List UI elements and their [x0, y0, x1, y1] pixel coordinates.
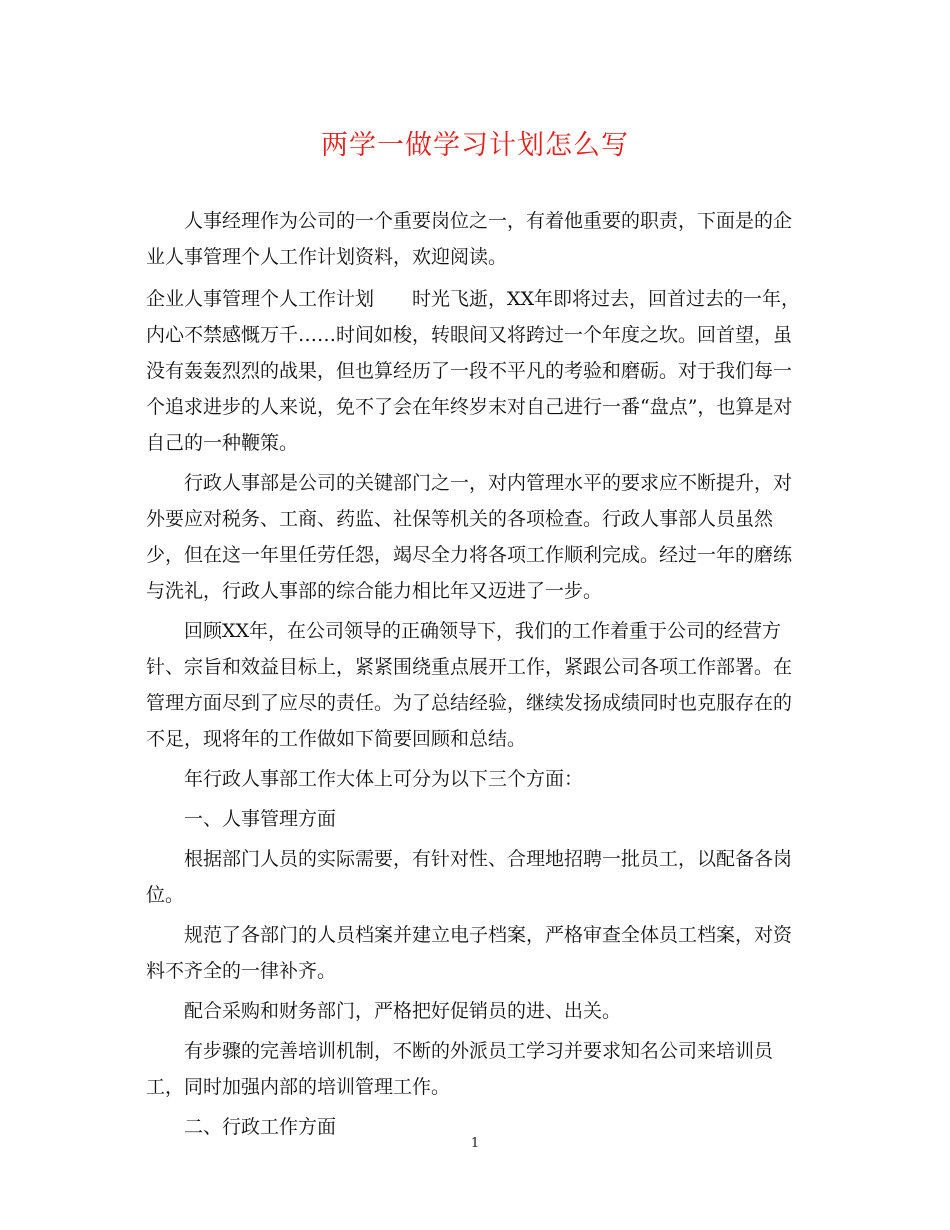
paragraph-intro: 人事经理作为公司的一个重要岗位之一，有着他重要的职责，下面是的企业人事管理个人工作计划资料，欢迎阅读。: [146, 210, 793, 268]
paragraph-plan-opening: 企业人事管理个人工作计划 时光飞逝，XX年即将过去，回首过去的一年，内心不禁感慨万千……时间如梭，转眼间又将跨过一个年度之坎。回首望，虽没有轰轰烈烈的战果，但也算经历了一段不平凡的考验和磨砺。对于我们每一个追求进步的人来说，免不了会在年终岁末对自己进行一番“盘点”，也算是对自己的一种鞭策。: [146, 288, 801, 454]
section-heading-administration: 二、行政工作方面: [184, 1116, 337, 1138]
paragraph-archives: 规范了各部门的人员档案并建立电子档案，严格审查全体员工档案，对资料不齐全的一律补齐。: [146, 924, 793, 982]
paragraph-overview: 年行政人事部工作大体上可分为以下三个方面：: [184, 768, 584, 790]
document-title: 两学一做学习计划怎么写: [321, 130, 629, 161]
section-heading-personnel: 一、人事管理方面: [184, 808, 337, 830]
page-number: 1: [470, 1136, 480, 1151]
document-body: [146, 203, 806, 1145]
paragraph-department: 行政人事部是公司的关键部门之一，对内管理水平的要求应不断提升，对外要应对税务、工商、药监、社保等机关的各项检查。行政人事部人员虽然少，但在这一年里任劳任怨，竭尽全力将各项工作顺利完成。经过一年的磨练与洗礼，行政人事部的综合能力相比年又迈进了一步。: [146, 472, 793, 602]
paragraph-review: 回顾XX年，在公司领导的正确领导下，我们的工作着重于公司的经营方针、宗旨和效益目标上，紧紧围绕重点展开工作，紧跟公司各项工作部署。在管理方面尽到了应尽的责任。为了总结经验，继续发扬成绩同时也克服存在的不足，现将年的工作做如下简要回顾和总结。: [146, 620, 793, 750]
paragraph-training: 有步骤的完善培训机制，不断的外派员工学习并要求知名公司来培训员工，同时加强内部的培训管理工作。: [146, 1040, 774, 1098]
paragraph-recruitment: 根据部门人员的实际需要，有针对性、合理地招聘一批员工，以配备各岗位。: [146, 848, 793, 906]
paragraph-promoters: 配合采购和财务部门，严格把好促销员的进、出关。: [184, 1000, 622, 1022]
